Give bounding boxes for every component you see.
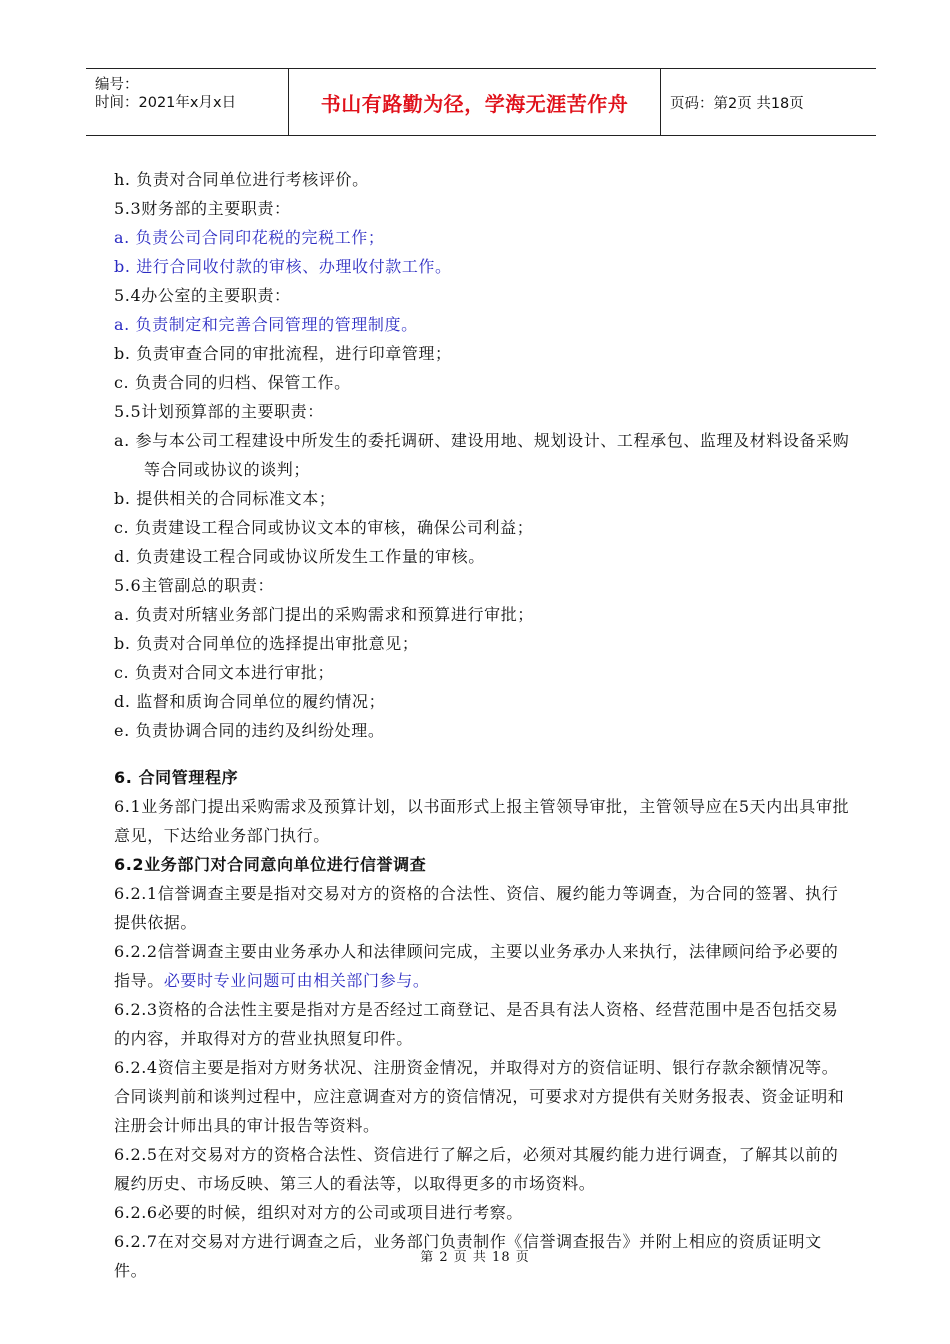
header-page-cell	[661, 69, 876, 135]
item-h-evaluation: h. 负责对合同单位进行考核评价。	[114, 170, 369, 189]
section-spacer	[114, 745, 850, 763]
para-6-2-2-main: 6.2.2信誉调查主要由业务承办人和法律顾问完成，主要以业务承办人来执行，法律顾问给予必要的指导。	[114, 942, 839, 990]
para-6-2-5: 6.2.5在对交易对方的资格合法性、资信进行了解之后，必须对其履约能力进行调查，了解其以前的履约历史、市场反映、第三人的看法等，以取得更多的市场资料。	[114, 1145, 839, 1193]
para-6-2-7: 6.2.7在对交易对方进行调查之后，业务部门负责制作《信誉调查报告》并附上相应的资质证明文件。	[114, 1232, 822, 1280]
office-item-a: a. 负责制定和完善合同管理的管理制度。	[114, 315, 418, 334]
vp-item-c: c. 负责对合同文本进行审批；	[114, 663, 335, 682]
vp-item-a: a. 负责对所辖业务部门提出的采购需求和预算进行审批；	[114, 605, 534, 624]
para-6-2-6: 6.2.6必要的时候，组织对对方的公司或项目进行考察。	[114, 1203, 523, 1222]
planning-item-a: a. 参与本公司工程建设中所发生的委托调研、建设用地、规划设计、工程承包、监理及材料设备采购等合同或协议的谈判；	[114, 431, 850, 479]
para-6-2-3: 6.2.3资格的合法性主要是指对方是否经过工商登记、是否具有法人资格、经营范围中是否包括交易的内容，并取得对方的营业执照复印件。	[114, 1000, 839, 1048]
vp-item-e: e. 负责协调合同的违约及纠纷处理。	[114, 721, 385, 740]
header-meta	[86, 69, 288, 135]
planning-item-c: c. 负责建设工程合同或协议文本的审核，确保公司利益；	[114, 518, 534, 537]
para-6-2-1: 6.2.1信誉调查主要是指对交易对方的资格的合法性、资信、履约能力等调查，为合同的签署、执行提供依据。	[114, 884, 839, 932]
header-motto-cell	[288, 69, 661, 135]
para-6-2-2-note: 必要时专业问题可由相关部门参与。	[163, 971, 430, 990]
section-6-2-heading: 6.2业务部门对合同意向单位进行信誉调查	[114, 855, 427, 874]
office-item-b: b. 负责审查合同的审批流程，进行印章管理；	[114, 344, 452, 363]
time-label: 时间：2021年x月x日	[95, 95, 237, 111]
section-5-5-heading: 5.5计划预算部的主要职责：	[114, 402, 324, 421]
finance-item-b: b. 进行合同收付款的审核、办理收付款工作。	[114, 257, 452, 276]
vp-item-b: b. 负责对合同单位的选择提出审批意见；	[114, 634, 419, 653]
vp-item-d: d. 监督和质询合同单位的履约情况；	[114, 692, 386, 711]
section-5-4-heading: 5.4办公室的主要职责：	[114, 286, 291, 305]
number-label: 编号：	[95, 77, 139, 93]
office-item-c: c. 负责合同的归档、保管工作。	[114, 373, 351, 392]
document-body	[114, 165, 850, 1285]
planning-item-d: d. 负责建设工程合同或协议所发生工作量的审核。	[114, 547, 485, 566]
section-6-heading: 6. 合同管理程序	[114, 768, 239, 787]
finance-item-a: a. 负责公司合同印花税的完税工作；	[114, 228, 385, 247]
page-code: 页码：第2页 共18页	[670, 95, 804, 112]
para-6-2-2	[114, 937, 850, 995]
section-5-6-heading: 5.6主管副总的职责：	[114, 576, 275, 595]
para-6-2-4: 6.2.4资信主要是指对方财务状况、注册资金情况，并取得对方的资信证明、银行存款余额情况等。合同谈判前和谈判过程中，应注意调查对方的资信情况，可要求对方提供有关财务报表、资金证明和注册会计师出具的审计报告等资料。	[114, 1058, 845, 1135]
planning-item-b: b. 提供相关的合同标准文本；	[114, 489, 336, 508]
section-5-3-heading: 5.3财务部的主要职责：	[114, 199, 291, 218]
para-6-1: 6.1业务部门提出采购需求及预算计划，以书面形式上报主管领导审批，主管领导应在5天内出具审批意见，下达给业务部门执行。	[114, 797, 850, 845]
header-motto: 书山有路勤为径，学海无涯苦作舟	[320, 91, 629, 116]
page-header	[86, 68, 876, 136]
page-footer: 第 2 页 共 18 页	[420, 1250, 530, 1265]
